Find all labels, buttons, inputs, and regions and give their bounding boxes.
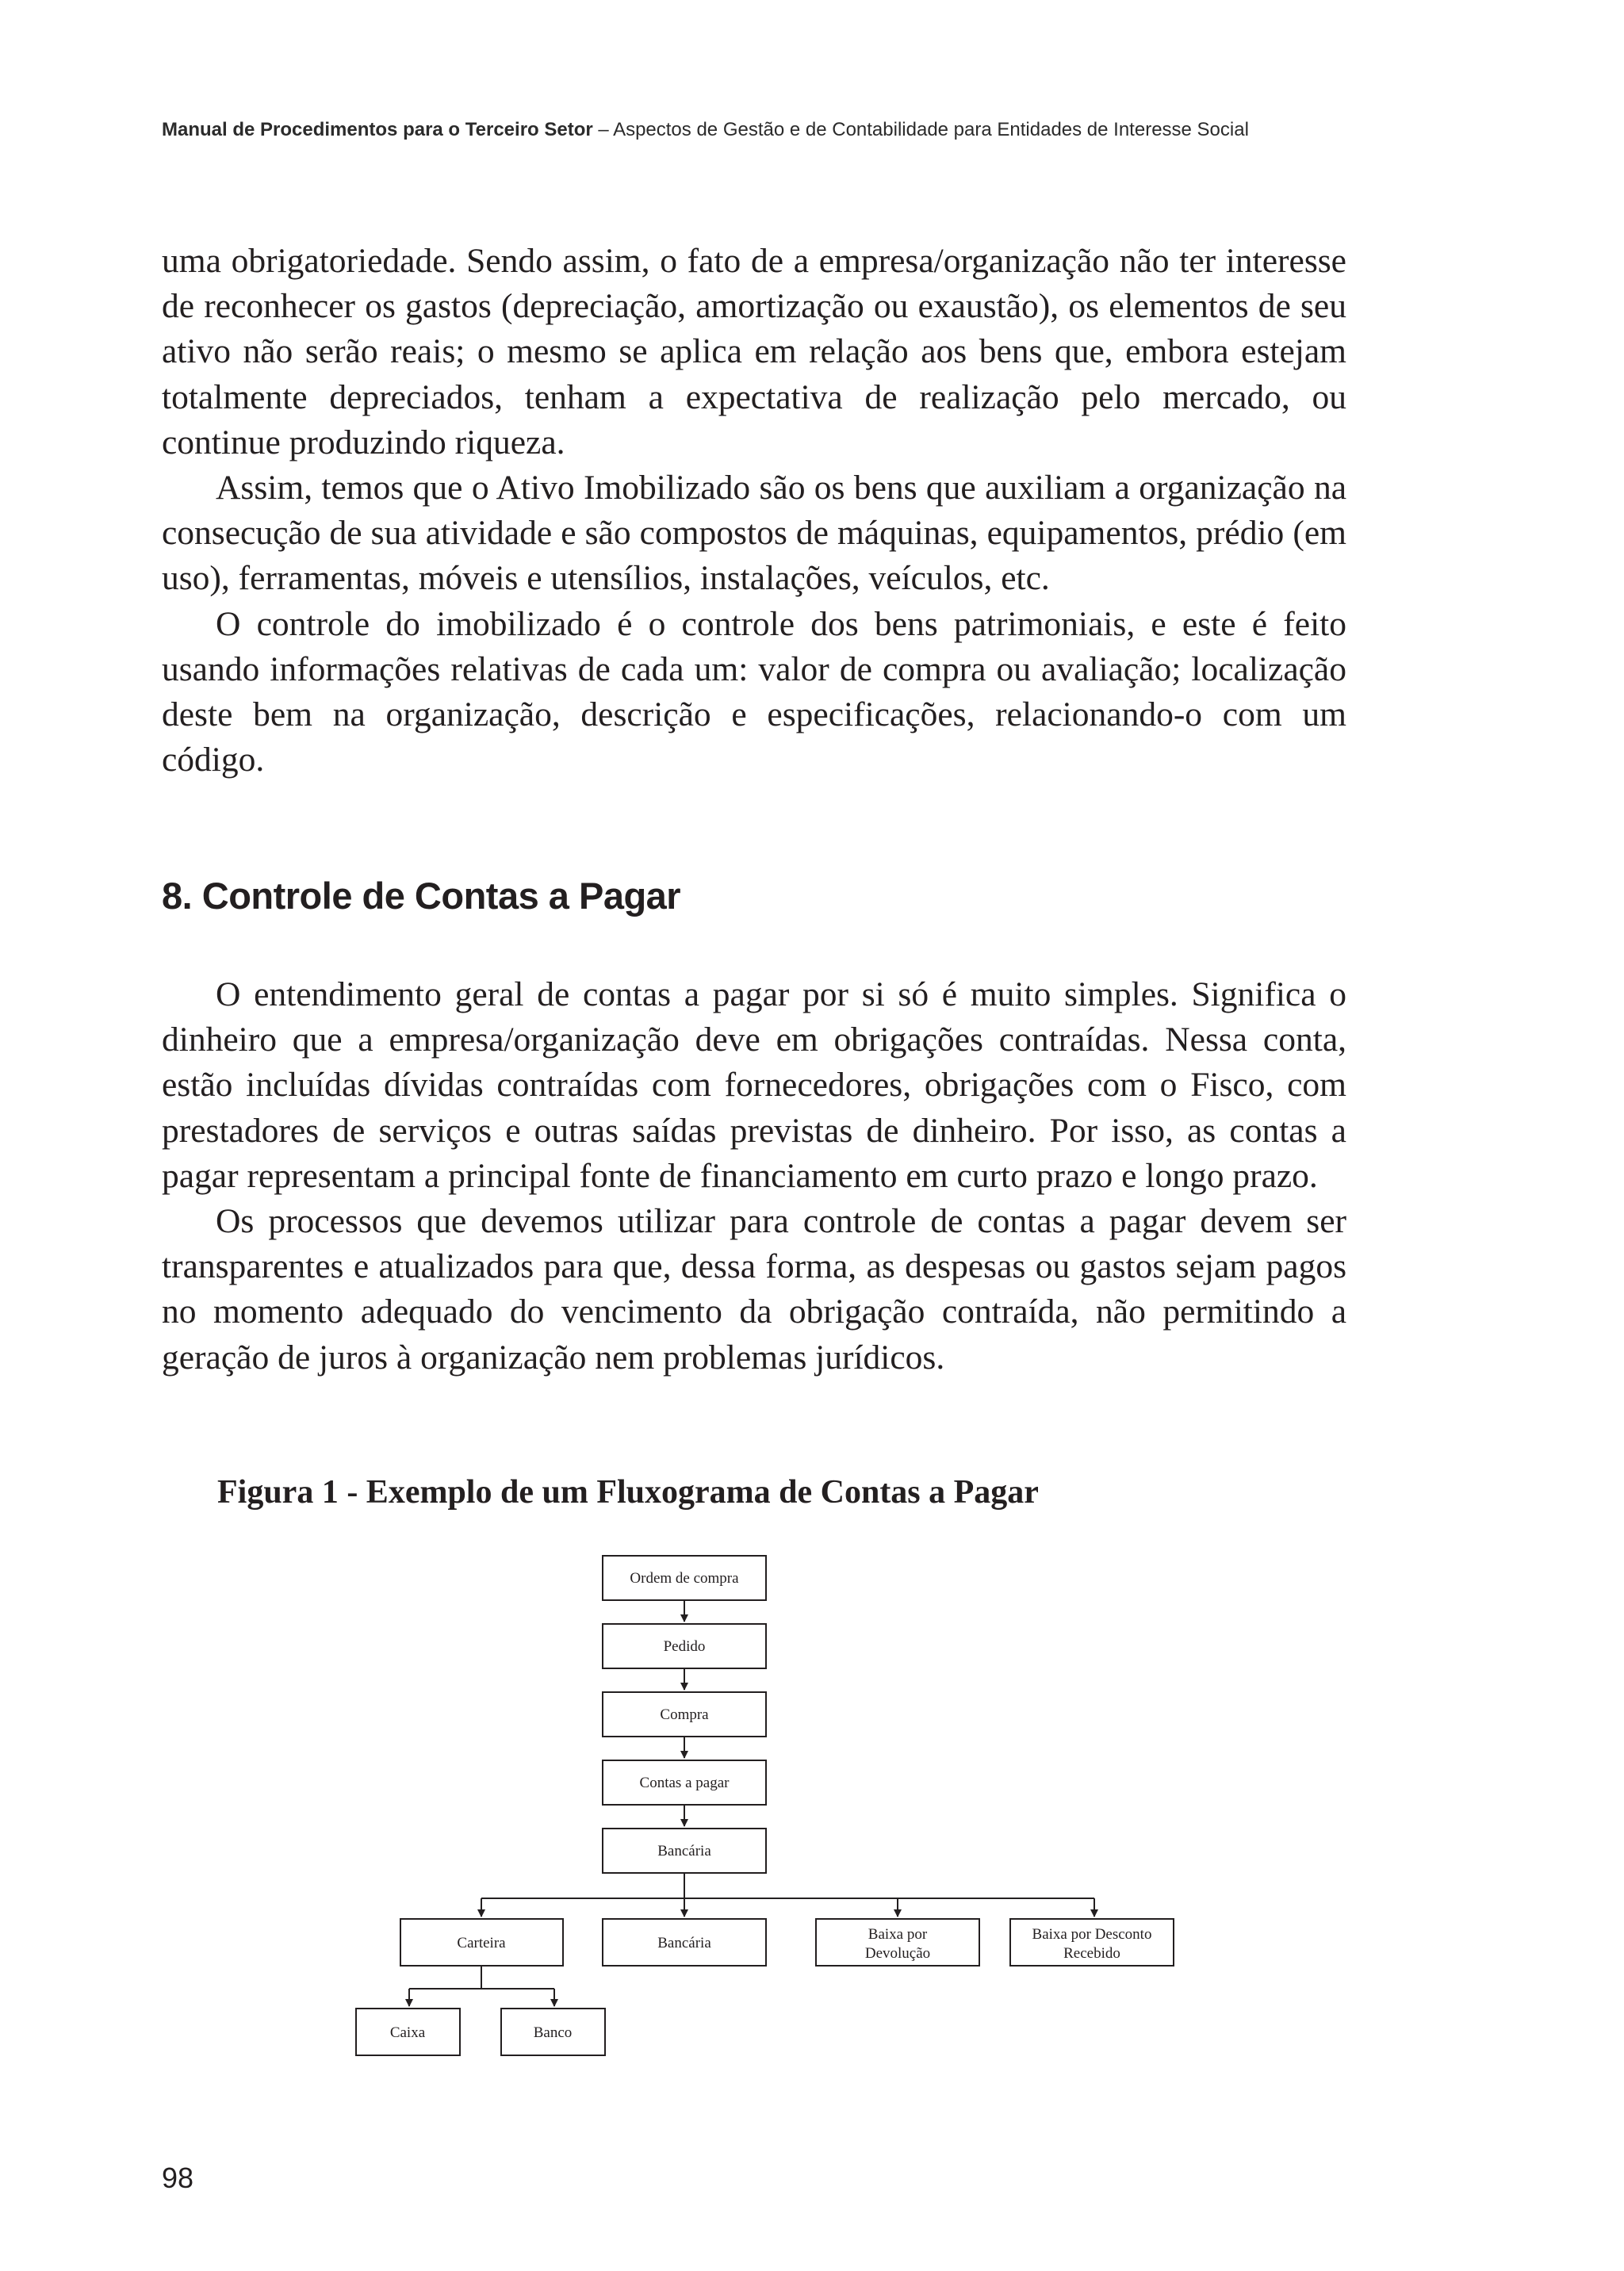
page-number: 98 <box>162 2162 194 2194</box>
node-label: Ordem de compra <box>630 1570 739 1587</box>
paragraph-controle-imobilizado: O controle do imobilizado é o controle dos bens patrimoniais, e este é feito usando informações relativas de cada um: valor de compra ou avaliação; localização deste bem na organização, descrição e especificações, relacionando-o com um código. <box>162 604 1346 779</box>
node-label-line1: Baixa por <box>868 1926 928 1943</box>
paragraph-processos: Os processos que devemos utilizar para controle de contas a pagar devem ser transparentes e atualizados para que, dessa forma, as despesas ou gastos sejam pagos no momento adequado do vencimento da obrigação contraída, não permitindo a geração de juros à organização nem problemas jurídicos. <box>162 1202 1346 1377</box>
node-bancaria-mid <box>603 1919 766 1966</box>
node-label-line1: Baixa por Desconto <box>1032 1926 1152 1943</box>
node-compra <box>603 1692 766 1737</box>
node-label: Bancária <box>657 1935 711 1951</box>
node-label-line2: Devolução <box>864 1945 931 1962</box>
section-heading: 8. Controle de Contas a Pagar <box>162 875 681 917</box>
node-bancaria-top <box>603 1829 766 1873</box>
node-label: Pedido <box>663 1638 706 1655</box>
node-caixa <box>356 2009 460 2055</box>
node-baixa-por-devolucao <box>816 1919 979 1966</box>
node-label-line2: Recebido <box>1063 1945 1120 1962</box>
node-baixa-por-desconto-recebido <box>1010 1919 1174 1966</box>
node-label: Contas a pagar <box>639 1775 730 1791</box>
paragraph-ativo-imobilizado: Assim, temos que o Ativo Imobilizado são os bens que auxiliam a organização na consecução de sua atividade e são compostos de máquinas, equipamentos, prédio (em uso), ferramentas, móveis e utensílios, instalações, veículos, etc. <box>162 469 1346 598</box>
node-label: Caixa <box>389 2024 426 2041</box>
paragraph-continuation: uma obrigatoriedade. Sendo assim, o fato de a empresa/organização não ter interesse de reconhecer os gastos (depreciação, amortização ou exaustão), os elementos de seu ativo não serão reais; o mesmo se aplica em relação aos bens que, embora estejam totalmente depreciados, tenham a expectativa de realização pelo mercado, ou continue produzindo riqueza. <box>162 242 1346 461</box>
header-book-title: Manual de Procedimentos para o Terceiro Setor <box>162 119 593 140</box>
node-pedido <box>603 1624 766 1668</box>
figure-caption: Figura 1 - Exemplo de um Fluxograma de Contas a Pagar <box>217 1474 1039 1511</box>
node-ordem-de-compra <box>603 1556 766 1600</box>
node-carteira <box>400 1919 563 1966</box>
node-label: Bancária <box>657 1843 711 1859</box>
node-label: Carteira <box>457 1935 506 1951</box>
header-subtitle: – Aspectos de Gestão e de Contabilidade para Entidades de Interesse Social <box>592 119 1249 140</box>
node-contas-a-pagar <box>603 1760 766 1805</box>
node-label: Banco <box>533 2024 573 2041</box>
node-label: Compra <box>660 1706 709 1723</box>
node-banco <box>501 2009 605 2055</box>
paragraph-entendimento-geral: O entendimento geral de contas a pagar por si só é muito simples. Significa o dinheiro que a empresa/organização deve em obrigações contraídas. Nessa conta, estão incluídas dívidas contraídas com fornecedores, obrigações com o Fisco, com prestadores de serviços e outras saídas previstas de dinheiro. Por isso, as contas a pagar representam a principal fonte de financiamento em curto prazo e longo prazo. <box>162 975 1346 1195</box>
